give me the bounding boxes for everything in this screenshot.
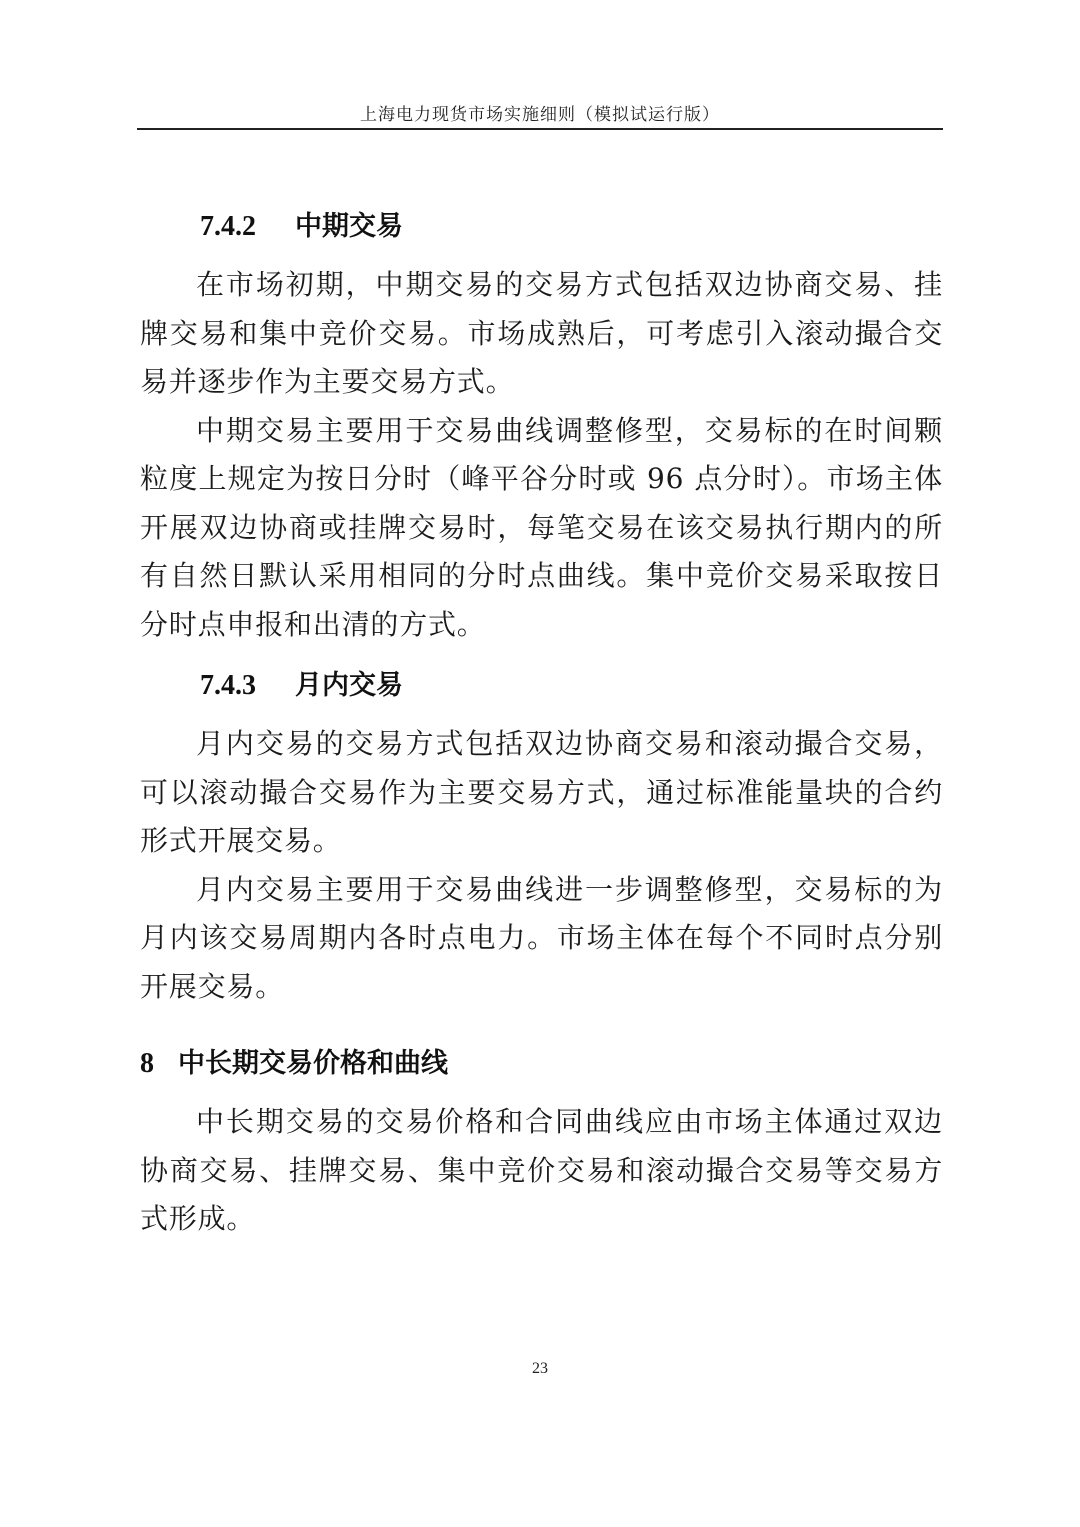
paragraph: 月内交易的交易方式包括双边协商交易和滚动撮合交易，可以滚动撮合交易作为主要交易方式，通过标准能量块的合约形式开展交易。	[140, 727, 943, 857]
section-number: 7.4.2	[200, 211, 256, 242]
paragraph: 月内交易主要用于交易曲线进一步调整修型，交易标的为月内该交易周期内各时点电力。市场主体在每个不同时点分别开展交易。	[140, 872, 943, 1003]
section-heading-7-4-3	[140, 655, 943, 717]
section-title: 中期交易	[295, 211, 403, 242]
section-number: 7.4.3	[200, 670, 256, 701]
section-title: 中长期交易价格和曲线	[178, 1048, 448, 1079]
section-title: 月内交易	[295, 670, 403, 701]
paragraph: 中期交易主要用于交易曲线调整修型，交易标的在时间颗粒度上规定为按日分时（峰平谷分时或 96 点分时）。市场主体开展双边协商或挂牌交易时，每笔交易在该交易执行期内的所有自然日默认采用相同的分时点曲线。集中竞价交易采取按日分时点申报和出清的方式。	[140, 413, 943, 641]
section-number: 8	[140, 1048, 154, 1079]
running-header: 上海电力现货市场实施细则（模拟试运行版）	[360, 105, 720, 125]
header-rule	[137, 128, 943, 130]
paragraph: 中长期交易的交易价格和合同曲线应由市场主体通过双边协商交易、挂牌交易、集中竞价交易和滚动撮合交易等交易方式形成。	[140, 1105, 943, 1235]
section-heading-8	[140, 1033, 943, 1095]
document-body	[140, 196, 943, 1244]
page-number: 23	[532, 1360, 548, 1377]
paragraph: 在市场初期，中期交易的交易方式包括双边协商交易、挂牌交易和集中竞价交易。市场成熟后，可考虑引入滚动撮合交易并逐步作为主要交易方式。	[140, 268, 943, 398]
section-heading-7-4-2	[140, 196, 943, 258]
